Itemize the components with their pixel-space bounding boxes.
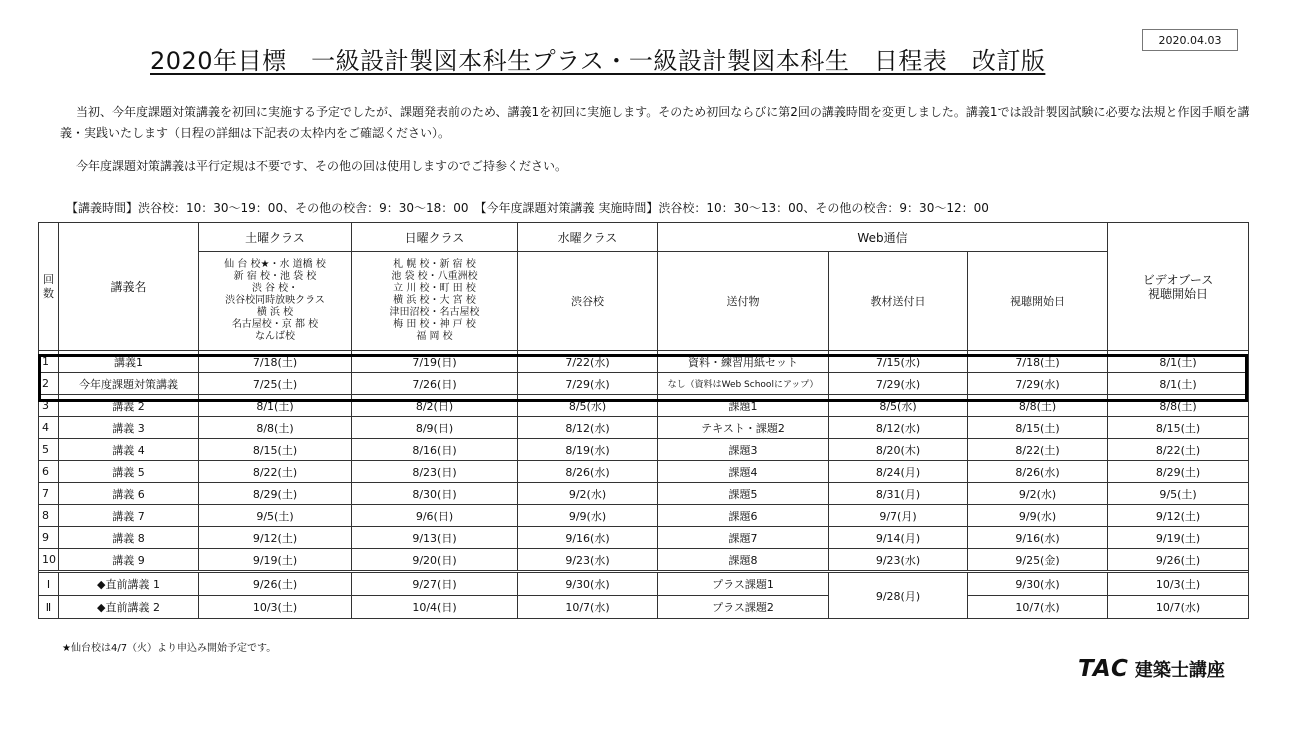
table-row — [39, 417, 1249, 439]
cell-sun: 8/9(日) — [352, 417, 518, 439]
cell-booth: 8/22(土) — [1108, 439, 1249, 461]
cell-booth: 9/19(土) — [1108, 527, 1249, 549]
intro-paragraph: 当初、今年度課題対策講義を初回に実施する予定でしたが、課題発表前のため、講義1を初回に実施します。そのため初回ならびに第2回の講義時間を変更しました。講義1では設計製図試験に必要な法規と作図手順を講義・実践いたします（日程の詳細は下記表の太枠内をご確認ください）。 — [60, 105, 1250, 140]
cell-no: 8 — [39, 505, 59, 527]
cell-items: 課題7 — [658, 527, 829, 549]
cell-sun: 10/4(日) — [352, 596, 518, 619]
cell-sun: 7/26(日) — [352, 373, 518, 395]
sun-schools — [352, 252, 518, 351]
header-web-send: 教材送付日 — [829, 252, 968, 351]
cell-items: 課題1 — [658, 395, 829, 417]
cell-wed: 9/30(水) — [518, 573, 658, 596]
header-web-view: 視聴開始日 — [968, 252, 1108, 351]
header-web-items: 送付物 — [658, 252, 829, 351]
cell-sun: 7/19(日) — [352, 351, 518, 373]
cell-wed: 7/22(水) — [518, 351, 658, 373]
cell-name: 講義 2 — [59, 395, 199, 417]
cell-send: 8/5(水) — [829, 395, 968, 417]
wed-school: 渋谷校 — [518, 252, 658, 351]
cell-wed: 8/26(水) — [518, 461, 658, 483]
cell-sun: 9/6(日) — [352, 505, 518, 527]
header-wed-class: 水曜クラス — [518, 223, 658, 252]
cell-items: 課題5 — [658, 483, 829, 505]
page-title: 2020年目標 一級設計製図本科生プラス・一級設計製図本科生 日程表 改訂版 — [150, 47, 1046, 75]
cell-sat: 9/12(土) — [199, 527, 352, 549]
cell-sat: 8/1(土) — [199, 395, 352, 417]
table-row — [39, 461, 1249, 483]
cell-no: 3 — [39, 395, 59, 417]
cell-name: 講義 5 — [59, 461, 199, 483]
cell-no: 10 — [39, 549, 59, 571]
cell-send: 8/24(月) — [829, 461, 968, 483]
cell-sat: 7/18(土) — [199, 351, 352, 373]
brand-logo — [1078, 656, 1225, 682]
cell-wed: 9/23(水) — [518, 549, 658, 571]
cell-booth: 8/8(土) — [1108, 395, 1249, 417]
cell-sun: 8/2(日) — [352, 395, 518, 417]
table-row — [39, 549, 1249, 571]
sat-school-line: なんば校 — [255, 331, 295, 342]
revision-date: 2020.04.03 — [1142, 29, 1238, 51]
cell-items: 課題8 — [658, 549, 829, 571]
cell-items: なし（資料はWeb Schoolにアップ） — [658, 373, 829, 395]
cell-sun: 8/30(日) — [352, 483, 518, 505]
lecture-hours: 【講義時間】渋谷校：10：30～19：00、その他の校舎：9：30～18：00 【今年度課題対策講義 実施時間】渋谷校：10：30～13：00、その他の校舎：9：30～12：00 — [66, 201, 989, 215]
cell-send: 9/23(水) — [829, 549, 968, 571]
table-row — [39, 439, 1249, 461]
header-video-booth: ビデオブース 視聴開始日 — [1108, 223, 1249, 351]
cell-view: 8/15(土) — [968, 417, 1108, 439]
sat-school-line: 名古屋校・京 都 校 — [231, 319, 319, 330]
sun-school-line: 立 川 校・町 田 校 — [393, 283, 476, 294]
sun-school-line: 梅 田 校・神 戸 校 — [393, 319, 476, 330]
cell-view: 9/30(水) — [968, 573, 1108, 596]
table-row — [39, 373, 1249, 395]
cell-booth: 8/1(土) — [1108, 373, 1249, 395]
cell-sun: 8/23(日) — [352, 461, 518, 483]
cell-send: 8/20(木) — [829, 439, 968, 461]
schedule-table — [38, 222, 1249, 619]
header-sun-class: 日曜クラス — [352, 223, 518, 252]
cell-view: 9/2(水) — [968, 483, 1108, 505]
cell-sat: 9/19(土) — [199, 549, 352, 571]
cell-sat: 8/22(土) — [199, 461, 352, 483]
cell-view: 9/16(水) — [968, 527, 1108, 549]
cell-wed: 8/12(水) — [518, 417, 658, 439]
cell-view: 10/7(水) — [968, 596, 1108, 619]
cell-booth: 10/7(水) — [1108, 596, 1249, 619]
cell-no: 1 — [39, 351, 59, 373]
cell-no: 7 — [39, 483, 59, 505]
cell-sun: 9/13(日) — [352, 527, 518, 549]
cell-no: 5 — [39, 439, 59, 461]
cell-sun: 8/16(日) — [352, 439, 518, 461]
cell-name: 講義 8 — [59, 527, 199, 549]
cell-view: 8/26(水) — [968, 461, 1108, 483]
cell-sat: 7/25(土) — [199, 373, 352, 395]
cell-wed: 9/16(水) — [518, 527, 658, 549]
table-row — [39, 395, 1249, 417]
sat-school-line: 渋谷校同時放映クラス — [225, 295, 325, 306]
cell-no: 4 — [39, 417, 59, 439]
cell-booth: 8/29(土) — [1108, 461, 1249, 483]
cell-no: Ⅰ — [39, 573, 59, 596]
cell-booth: 8/1(土) — [1108, 351, 1249, 373]
cell-wed: 10/7(水) — [518, 596, 658, 619]
cell-name: 講義 4 — [59, 439, 199, 461]
cell-sat: 8/29(土) — [199, 483, 352, 505]
cell-name: 講義 7 — [59, 505, 199, 527]
cell-view: 8/8(土) — [968, 395, 1108, 417]
final-lecture-row — [39, 596, 1249, 619]
cell-send-merged: 9/28(月) — [829, 573, 968, 619]
cell-name: 講義 9 — [59, 549, 199, 571]
cell-name: ◆直前講義 2 — [59, 596, 199, 619]
brand-name: 建築士講座 — [1134, 660, 1225, 681]
table-row — [39, 483, 1249, 505]
table-row — [39, 351, 1249, 373]
cell-sun: 9/20(日) — [352, 549, 518, 571]
cell-view: 7/29(水) — [968, 373, 1108, 395]
cell-wed: 8/5(水) — [518, 395, 658, 417]
cell-booth: 9/12(土) — [1108, 505, 1249, 527]
cell-send: 8/31(月) — [829, 483, 968, 505]
cell-view: 8/22(土) — [968, 439, 1108, 461]
cell-send: 9/7(月) — [829, 505, 968, 527]
cell-items: 課題4 — [658, 461, 829, 483]
cell-view: 9/9(水) — [968, 505, 1108, 527]
cell-no: 2 — [39, 373, 59, 395]
cell-send: 7/29(水) — [829, 373, 968, 395]
sat-schools — [199, 252, 352, 351]
cell-wed: 9/9(水) — [518, 505, 658, 527]
sun-school-line: 横 浜 校・大 宮 校 — [393, 295, 476, 306]
cell-wed: 8/19(水) — [518, 439, 658, 461]
header-lecture-name: 講義名 — [59, 223, 199, 351]
cell-items: 課題6 — [658, 505, 829, 527]
sat-school-line: 横 浜 校 — [256, 307, 294, 318]
sendai-note: ★仙台校は4/7（火）より申込み開始予定です。 — [62, 643, 277, 654]
table-row — [39, 527, 1249, 549]
cell-items: プラス課題1 — [658, 573, 829, 596]
cell-sat: 9/5(土) — [199, 505, 352, 527]
cell-sun: 9/27(日) — [352, 573, 518, 596]
sun-school-line: 福 岡 校 — [416, 331, 453, 342]
sat-school-line: 渋 谷 校・ — [251, 283, 299, 294]
header-kaisu: 回数 — [39, 223, 59, 351]
tac-mark: TAC — [1078, 656, 1129, 682]
header-sat-class: 土曜クラス — [199, 223, 352, 252]
cell-items: テキスト・課題2 — [658, 417, 829, 439]
cell-name: 講義1 — [59, 351, 199, 373]
final-lecture-row — [39, 573, 1249, 596]
cell-items: 課題3 — [658, 439, 829, 461]
table-row — [39, 505, 1249, 527]
cell-send: 7/15(水) — [829, 351, 968, 373]
cell-wed: 7/29(水) — [518, 373, 658, 395]
cell-sat: 8/8(土) — [199, 417, 352, 439]
cell-view: 9/25(金) — [968, 549, 1108, 571]
cell-name: ◆直前講義 1 — [59, 573, 199, 596]
sun-school-line: 札 幌 校・新 宿 校 — [393, 259, 476, 270]
cell-sat: 10/3(土) — [199, 596, 352, 619]
cell-name: 講義 3 — [59, 417, 199, 439]
cell-items: 資料・練習用紙セット — [658, 351, 829, 373]
cell-booth: 9/26(土) — [1108, 549, 1249, 571]
sun-school-line: 池 袋 校・八重洲校 — [391, 271, 478, 282]
cell-send: 8/12(水) — [829, 417, 968, 439]
cell-booth: 8/15(土) — [1108, 417, 1249, 439]
header-web: Web通信 — [658, 223, 1108, 252]
sat-school-line: 仙 台 校★・水 道橋 校 — [224, 259, 326, 270]
cell-items: プラス課題2 — [658, 596, 829, 619]
cell-no: 6 — [39, 461, 59, 483]
cell-name: 講義 6 — [59, 483, 199, 505]
ruler-note-paragraph: 今年度課題対策講義は平行定規は不要です、その他の回は使用しますのでご持参ください。 — [76, 159, 568, 173]
cell-booth: 10/3(土) — [1108, 573, 1249, 596]
cell-no: 9 — [39, 527, 59, 549]
cell-no: Ⅱ — [39, 596, 59, 619]
cell-sat: 9/26(土) — [199, 573, 352, 596]
cell-booth: 9/5(土) — [1108, 483, 1249, 505]
cell-view: 7/18(土) — [968, 351, 1108, 373]
cell-send: 9/14(月) — [829, 527, 968, 549]
cell-sat: 8/15(土) — [199, 439, 352, 461]
cell-wed: 9/2(水) — [518, 483, 658, 505]
sun-school-line: 津田沼校・名古屋校 — [389, 307, 480, 318]
sat-school-line: 新 宿 校・池 袋 校 — [233, 271, 317, 282]
cell-name: 今年度課題対策講義 — [59, 373, 199, 395]
